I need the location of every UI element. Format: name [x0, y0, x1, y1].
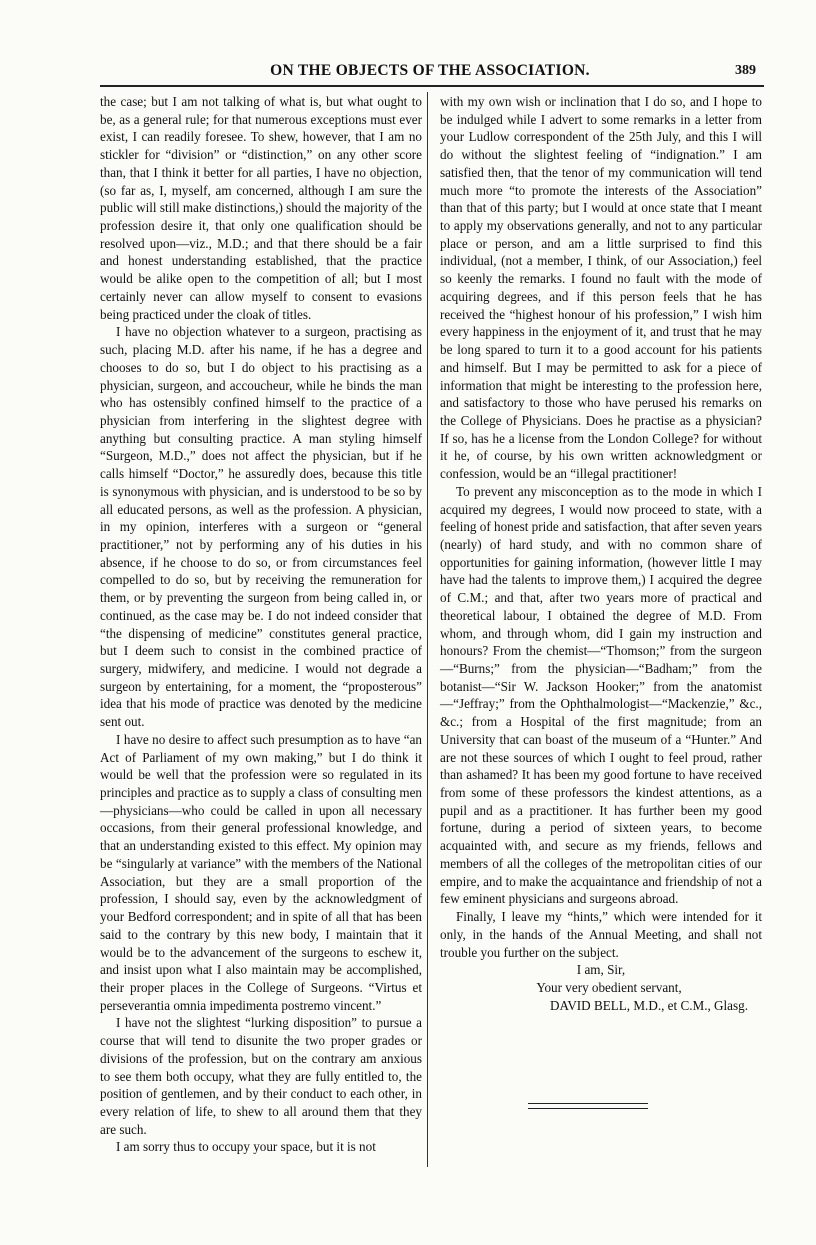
- closing-complimentary: Your very obedient servant,: [536, 979, 682, 995]
- end-rule: [528, 1103, 648, 1104]
- signature: DAVID BELL, M.D., et C.M., Glasg.: [550, 997, 748, 1013]
- running-header: [100, 62, 760, 84]
- left-column: [100, 93, 422, 1156]
- column-divider: [427, 92, 428, 1167]
- right-column: [440, 93, 762, 1014]
- paragraph: I have not the slightest “lurking disposition” to pursue a course that will tend to disunite the two proper grades or divisions of the profession, but on the contrary am anxious to see them both occupy, what they are fully entitled to, the position of gentlemen, and by their conduct to each other, in every relation of life, to shew to all around them that they are such.: [100, 1015, 422, 1137]
- paragraph: To prevent any misconception as to the mode in which I acquired my degrees, I would now proceed to state, with a feeling of honest pride and satisfaction, that after seven years (nearly) of hard study, and with no common share of opportunities for gaining information, (however little I may have had the talents to improve them,) I acquired the degree of C.M.; and that, after two years more of practical and theoretical labour, I obtained the degree of M.D. From whom, and through whom, did I gain my instruction and honours? From the chemist—“Thomson;” from the surgeon—“Burns;” from the physician—“Badham;” from the botanist—“Sir W. Jackson Hooker;” from the anatomist—“Jeffray;” from the Ophthalmologist—“Mackenzie,” &c., &c.; from a Hospital of the first magnitude; from an University that can boast of the museum of a “Hunter.” And are not these sources of which I ought to feel proud, rather than ashamed? It has been my good fortune to have received from some of these professors the kindest attentions, as a pupil and as a practitioner. It has further been my good fortune, during a period of sixteen years, to become acquainted with, and secure as my friends, fellows and members of all the colleges of the metropolitan cities of our empire, and to make the acquaintance and friendship of not a few eminent physicians and surgeons abroad.: [440, 483, 762, 907]
- paragraph: with my own wish or inclination that I do so, and I hope to be indulged while I advert to some remarks in a letter from your Ludlow correspondent of the 25th July, and this I will do without the slightest feeling of “indignation.” I am satisfied then, that the tenor of my communication will tend much more “to promote the interests of the Association” than that of this party; but I would at once state that I meant to apply my observations generally, and not to any particular place or person, and am a little surprised to find this individual, (not a member, I think, of our Association,) feel so keenly the remarks. I found no fault with the mode of acquiring degrees, and if this person feels that he has received the “highest honour of his profession,” I wish him every happiness in the enjoyment of it, and trust that he may be long spared to turn it to a good account for his patients and himself. But I may be permitted to ask for a piece of information that might be interesting to the profession here, and satisfactory to those who have perused his remarks on the College of Physicians. Does he practise as a physician? If so, has he a license from the London College? for without it he, of course, by his own written acknowledgment or confession, would be an “illegal practitioner!: [440, 94, 762, 482]
- paragraph: I have no objection whatever to a surgeon, practising as such, placing M.D. after his name, if he has a degree and chooses to do so, but I do object to his practising as a physician, surgeon, and accoucheur, while he binds the man who has ostensibly confined himself to the practice of a physician from interfering in the slightest degree with anything but consulting practice. A man styling himself “Surgeon, M.D.,” does not affect the physician, but if he calls himself “Doctor,” he assuredly does, because this title is synonymous with physician, and is understood to be so by all educated persons, as well as the profession. A physician, in my opinion, interferes with a surgeon or “general practitioner,” not by performing any of his duties in his absence, if he choose to do so, or from circumstances feel compelled to do so, but by receiving the remuneration for them, or by preventing the surgeon from being called in, or continued, as the case may be. I do not indeed consider that “the dispensing of medicine” constitutes general practice, but I deem such to consist in the combined practice of surgery, midwifery, and medicine. I would not degrade a surgeon by entertaining, for a moment, the “proposterous” idea that his mode of practice was denoted by the medicine sent out.: [100, 324, 422, 730]
- paragraph: Finally, I leave my “hints,” which were intended for it only, in the hands of the Annual Meeting, and shall not trouble you further on the subject.: [440, 909, 762, 960]
- page-number: 389: [735, 63, 756, 78]
- header-rule: [100, 85, 764, 87]
- end-rule: [528, 1108, 648, 1109]
- closing-salutation: I am, Sir,: [576, 962, 626, 978]
- paragraph: the case; but I am not talking of what is, but what ought to be, as a general rule; for that numerous exceptions must ever exist, I can readily foresee. To shew, however, that I am no stickler for “division” or “distinction,” on any other score than, that I think it better for all parties, I have no objection, (so far as, I, myself, am concerned, although I am sure the public will still make distinctions,) should the majority of the profession desire it, that only one qualification should be resolved upon—viz., M.D.; and that there should be a fair and honest understanding established, that the practice would be alike open to the competition of all; but I most certainly never can allow myself to consent to evasions being practiced under the cloak of titles.: [100, 94, 422, 322]
- running-title: ON THE OBJECTS OF THE ASSOCIATION.: [270, 62, 590, 79]
- paragraph: I am sorry thus to occupy your space, but it is not: [116, 1139, 376, 1155]
- paragraph: I have no desire to affect such presumption as to have “an Act of Parliament of my own making,” but I do think it would be well that the profession were so regulated in its principles and practice as to supply a class of consulting men—physicians—who could be called in upon all necessary occasions, from their general professional knowledge, and that an understanding existed to this effect. My opinion may be “singularly at variance” with the members of the National Association, but they are a small proportion of the profession, I should say, even by the acknowledgment of your Bedford correspondent; and in spite of all that has been said to the contrary by this new body, I maintain that it would be to the advancement of the surgeons to eschew it, and insist upon what I also maintain may be accomplished, their proper places in the College of Surgeons. “Virtus et perseverantia omnia impedimenta postremo vincent.”: [100, 731, 422, 1013]
